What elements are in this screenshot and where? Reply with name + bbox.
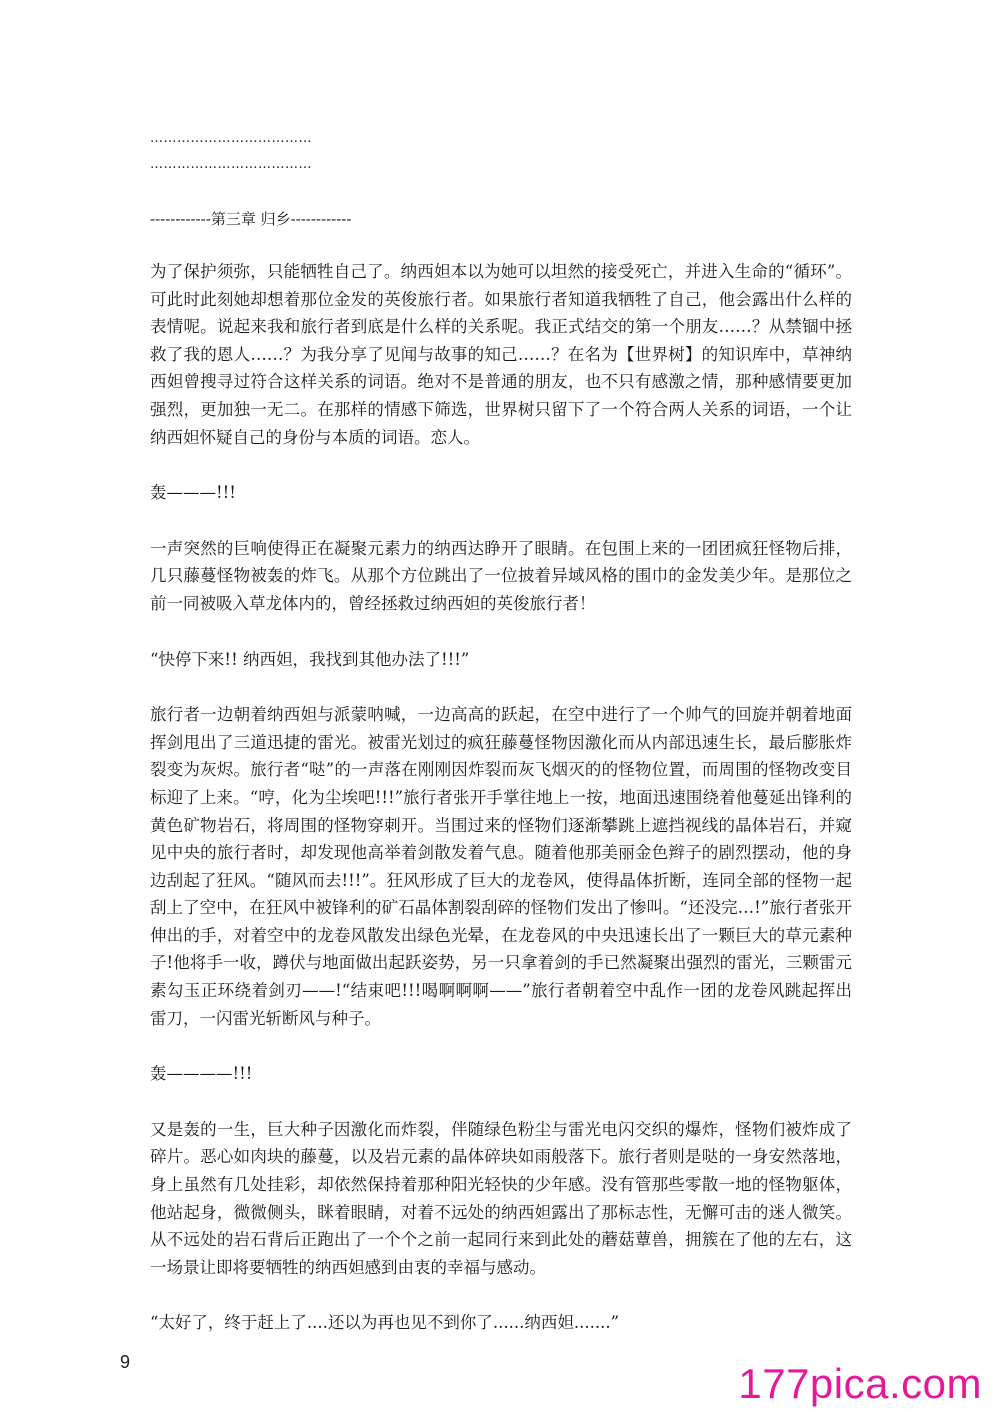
paragraph-1: 为了保护须弥，只能牺牲自己了。纳西妲本以为她可以坦然的接受死亡，并进入生命的“循环”。可此时此刻她却想着那位金发的英俊旅行者。如果旅行者知道我牺牲了自己，他会露出什么样的表情呢。说起来我和旅行者到底是什么样的关系呢。我正式结交的第一个朋友……？从禁锢中拯救了我的恩人……？为我分享了见闻与故事的知己……？在名为【世界树】的知识库中，草神纳西妲曾搜寻过符合这样关系的词语。绝对不是普通的朋友，也不只有感激之情，那种感情要更加强烈，更加独一无二。在那样的情感下筛选，世界树只留下了一个符合两人关系的词语，一个让纳西妲怀疑自己的身份与本质的词语。恋人。 xyxy=(150,262,852,447)
dialogue-1: “快停下来!! 纳西妲，我找到其他办法了!!!” xyxy=(150,649,470,669)
paragraph-3: 旅行者一边朝着纳西妲与派蒙呐喊，一边高高的跃起，在空中进行了一个帅气的回旋并朝着地面挥剑甩出了三道迅捷的雷光。被雷光划过的疯狂藤蔓怪物因激化而从内部迅速生长，最后膨胀炸裂变为灰烬。旅行者“哒”的一声落在刚刚因炸裂而灰飞烟灭的的怪物位置，而周围的怪物改变目标迎了上来。“哼，化为尘埃吧!!!”旅行者张开手掌往地上一按，地面迅速围绕着他蔓延出锋利的黄色矿物岩石，将周围的怪物穿刺开。当围过来的怪物们逐渐攀跳上遮挡视线的晶体岩石，并窥见中央的旅行者时，却发现他高举着剑散发着气息。随着他那美丽金色辫子的剧烈摆动，他的身边刮起了狂风。“随风而去!!!”。狂风形成了巨大的龙卷风，使得晶体折断，连同全部的怪物一起刮上了空中，在狂风中被锋利的矿石晶体割裂刮碎的怪物们发出了惨叫。“还没完…!”旅行者张开伸出的手，对着空中的龙卷风散发出绿色光晕，在龙卷风的中央迅速长出了一颗巨大的草元素种子!他将手一收，蹲伏与地面做出起跃姿势，另一只拿着剑的手已然凝聚出强烈的雷光，三颗雷元素勾玉正环绕着剑刃——!“结束吧!!!喝啊啊啊——”旅行者朝着空中乱作一团的龙卷风跳起挥出雷刀，一闪雷光斩断风与种子。 xyxy=(150,705,852,1028)
ellipsis-line-1: ……………………………… xyxy=(150,131,312,146)
sound-effect-1: 轰———!!! xyxy=(150,483,236,503)
sound-effect-2: 轰————!!! xyxy=(150,1064,253,1084)
page-body xyxy=(150,126,852,1337)
watermark: 177pica.com xyxy=(738,1360,982,1407)
paragraph-4: 又是轰的一生，巨大种子因激化而炸裂，伴随绿色粉尘与雷光电闪交织的爆炸，怪物们被炸成了碎片。恶心如肉块的藤蔓，以及岩元素的晶体碎块如雨般落下。旅行者则是哒的一身安然落地，身上虽然有几处挂彩，却依然保持着那种阳光轻快的少年感。没有管那些零散一地的怪物躯体，他站起身，微微侧头，眯着眼睛，对着不远处的纳西妲露出了那标志性，无懈可击的迷人微笑。从不远处的岩石背后正跑出了一个个之前一起同行来到此处的蘑菇蕈兽，拥簇在了他的左右，这一场景让即将要牺牲的纳西妲感到由衷的幸福与感动。 xyxy=(150,1119,852,1277)
ellipsis-line-2: ……………………………… xyxy=(150,157,312,172)
chapter-heading: ------------第三章 归乡------------ xyxy=(150,210,352,228)
dialogue-2: “太好了，终于赶上了....还以为再也见不到你了......纳西妲.......” xyxy=(150,1313,620,1333)
page-number: 9 xyxy=(120,1352,131,1372)
paragraph-2: 一声突然的巨响使得正在凝聚元素力的纳西达睁开了眼睛。在包围上来的一团团疯狂怪物后排，几只藤蔓怪物被轰的炸飞。从那个方位跳出了一位披着异域风格的围巾的金发美少年。是那位之前一同被吸入草龙体内的，曾经拯救过纳西妲的英俊旅行者！ xyxy=(150,538,852,613)
